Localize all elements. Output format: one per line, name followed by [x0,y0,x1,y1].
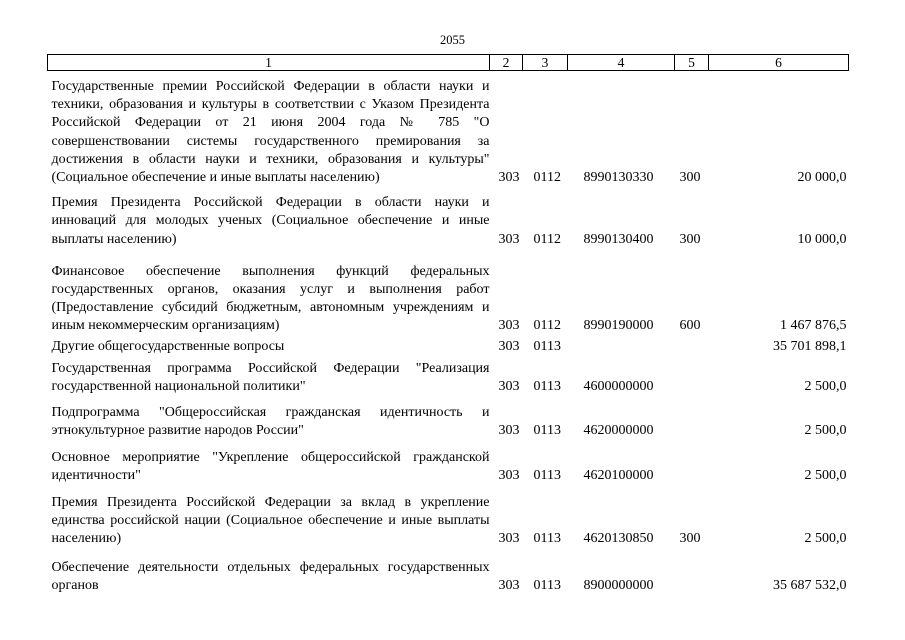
spacer-row [48,71,849,79]
row-code-rz: 303 [498,467,520,483]
column-number-header [48,55,849,71]
row-code-rz: 303 [498,338,520,354]
table-row [48,360,849,396]
table-row [48,338,849,356]
row-code-csr: 4620100000 [583,467,654,483]
row-amount: 1 467 876,5 [780,318,847,334]
row-description: Премия Президента Российской Федерации за вклад в укрепление единства российской нации (Социальное обеспечение и иные выплаты населению) [51,495,490,547]
table-row [48,494,849,549]
row-description: Государственная программа Российской Федерации "Реализация государственной национальной политики" [51,360,490,395]
row-code-vr [675,449,709,485]
row-code-pr: 0112 [533,231,561,247]
row-code-vr: 300 [679,170,701,186]
row-code-vr: 300 [679,531,701,547]
row-code-vr [675,404,709,440]
row-code-pr: 0112 [533,170,561,186]
row-description: Премия Президента Российской Федерации в области науки и инноваций для молодых ученых (Социальное обеспечение и иные выплаты населению) [51,195,490,247]
row-code-rz: 303 [498,170,520,186]
row-code-rz: 303 [498,231,520,247]
header-col-5: 5 [675,55,709,71]
spacer-row [48,441,849,449]
row-code-rz: 303 [498,423,520,439]
table-row [48,194,849,249]
row-code-csr: 4600000000 [583,379,654,395]
spacer-row [48,549,849,559]
row-code-vr: 600 [679,318,701,334]
row-code-rz: 303 [498,318,520,334]
row-amount: 2 500,0 [804,467,847,483]
row-code-pr: 0113 [533,338,561,354]
spacer-row [48,187,849,194]
row-description: Финансовое обеспечение выполнения функций федеральных государственных органов, оказания услуг и выполнения работ (Предоставление субсидий бюджетным, автономным учреждениям и иным некоммерческим организациям) [51,263,490,334]
page-number: 2055 [440,33,465,47]
row-code-csr: 4620130850 [583,531,654,547]
row-amount: 35 687 532,0 [773,577,847,593]
row-amount: 35 701 898,1 [773,338,847,354]
table-row [48,263,849,336]
row-amount: 2 500,0 [804,423,847,439]
row-code-csr: 8900000000 [583,577,654,593]
header-col-3: 3 [523,55,568,71]
table-row [48,78,849,187]
table-row [48,559,849,595]
spacer-row [48,485,849,494]
budget-table [47,54,849,595]
row-code-vr: 300 [679,231,701,247]
row-amount: 2 500,0 [804,531,847,547]
row-amount: 2 500,0 [804,379,847,395]
row-code-csr: 8990130400 [583,231,654,247]
row-code-pr: 0113 [533,531,561,547]
row-code-csr: 8990190000 [583,318,654,334]
row-description: Государственные премии Российской Федерации в области науки и техники, образования и культуры в соответствии с Указом Президента Российской Федерации от 21 июня 2004 года № 785 "О совершенствовании системы государственного премирования за достижения в области науки и техники, образования и культуры" (Социальное обеспечение и иные выплаты населению) [51,79,490,186]
row-code-pr: 0113 [533,577,561,593]
row-description: Обеспечение деятельности отдельных федеральных государственных органов [51,559,490,593]
row-code-pr: 0113 [533,379,561,395]
header-col-4: 4 [568,55,675,71]
header-col-2: 2 [490,55,523,71]
row-code-rz: 303 [498,379,520,395]
row-code-vr [675,360,709,396]
row-description: Другие общегосударственные вопросы [51,338,285,354]
row-code-csr: 8990130330 [583,170,654,186]
row-description: Основное мероприятие "Укрепление общероссийской гражданской идентичности" [51,449,490,483]
row-code-rz: 303 [498,531,520,547]
row-amount: 10 000,0 [797,231,847,247]
row-code-vr [675,338,709,356]
row-code-csr: 4620000000 [583,423,654,439]
table-row [48,404,849,440]
row-code-csr [568,338,675,356]
row-code-pr: 0113 [533,467,561,483]
row-code-pr: 0112 [533,318,561,334]
row-description: Подпрограмма "Общероссийская гражданская идентичность и этнокультурное развитие народов России" [51,405,490,439]
header-col-6: 6 [709,55,849,71]
header-col-1: 1 [48,55,490,71]
row-code-vr [675,559,709,595]
spacer-row [48,249,849,263]
row-code-rz: 303 [498,577,520,593]
row-amount: 20 000,0 [797,170,847,186]
table-row [48,449,849,485]
spacer-row [48,396,849,404]
row-code-pr: 0113 [533,423,561,439]
